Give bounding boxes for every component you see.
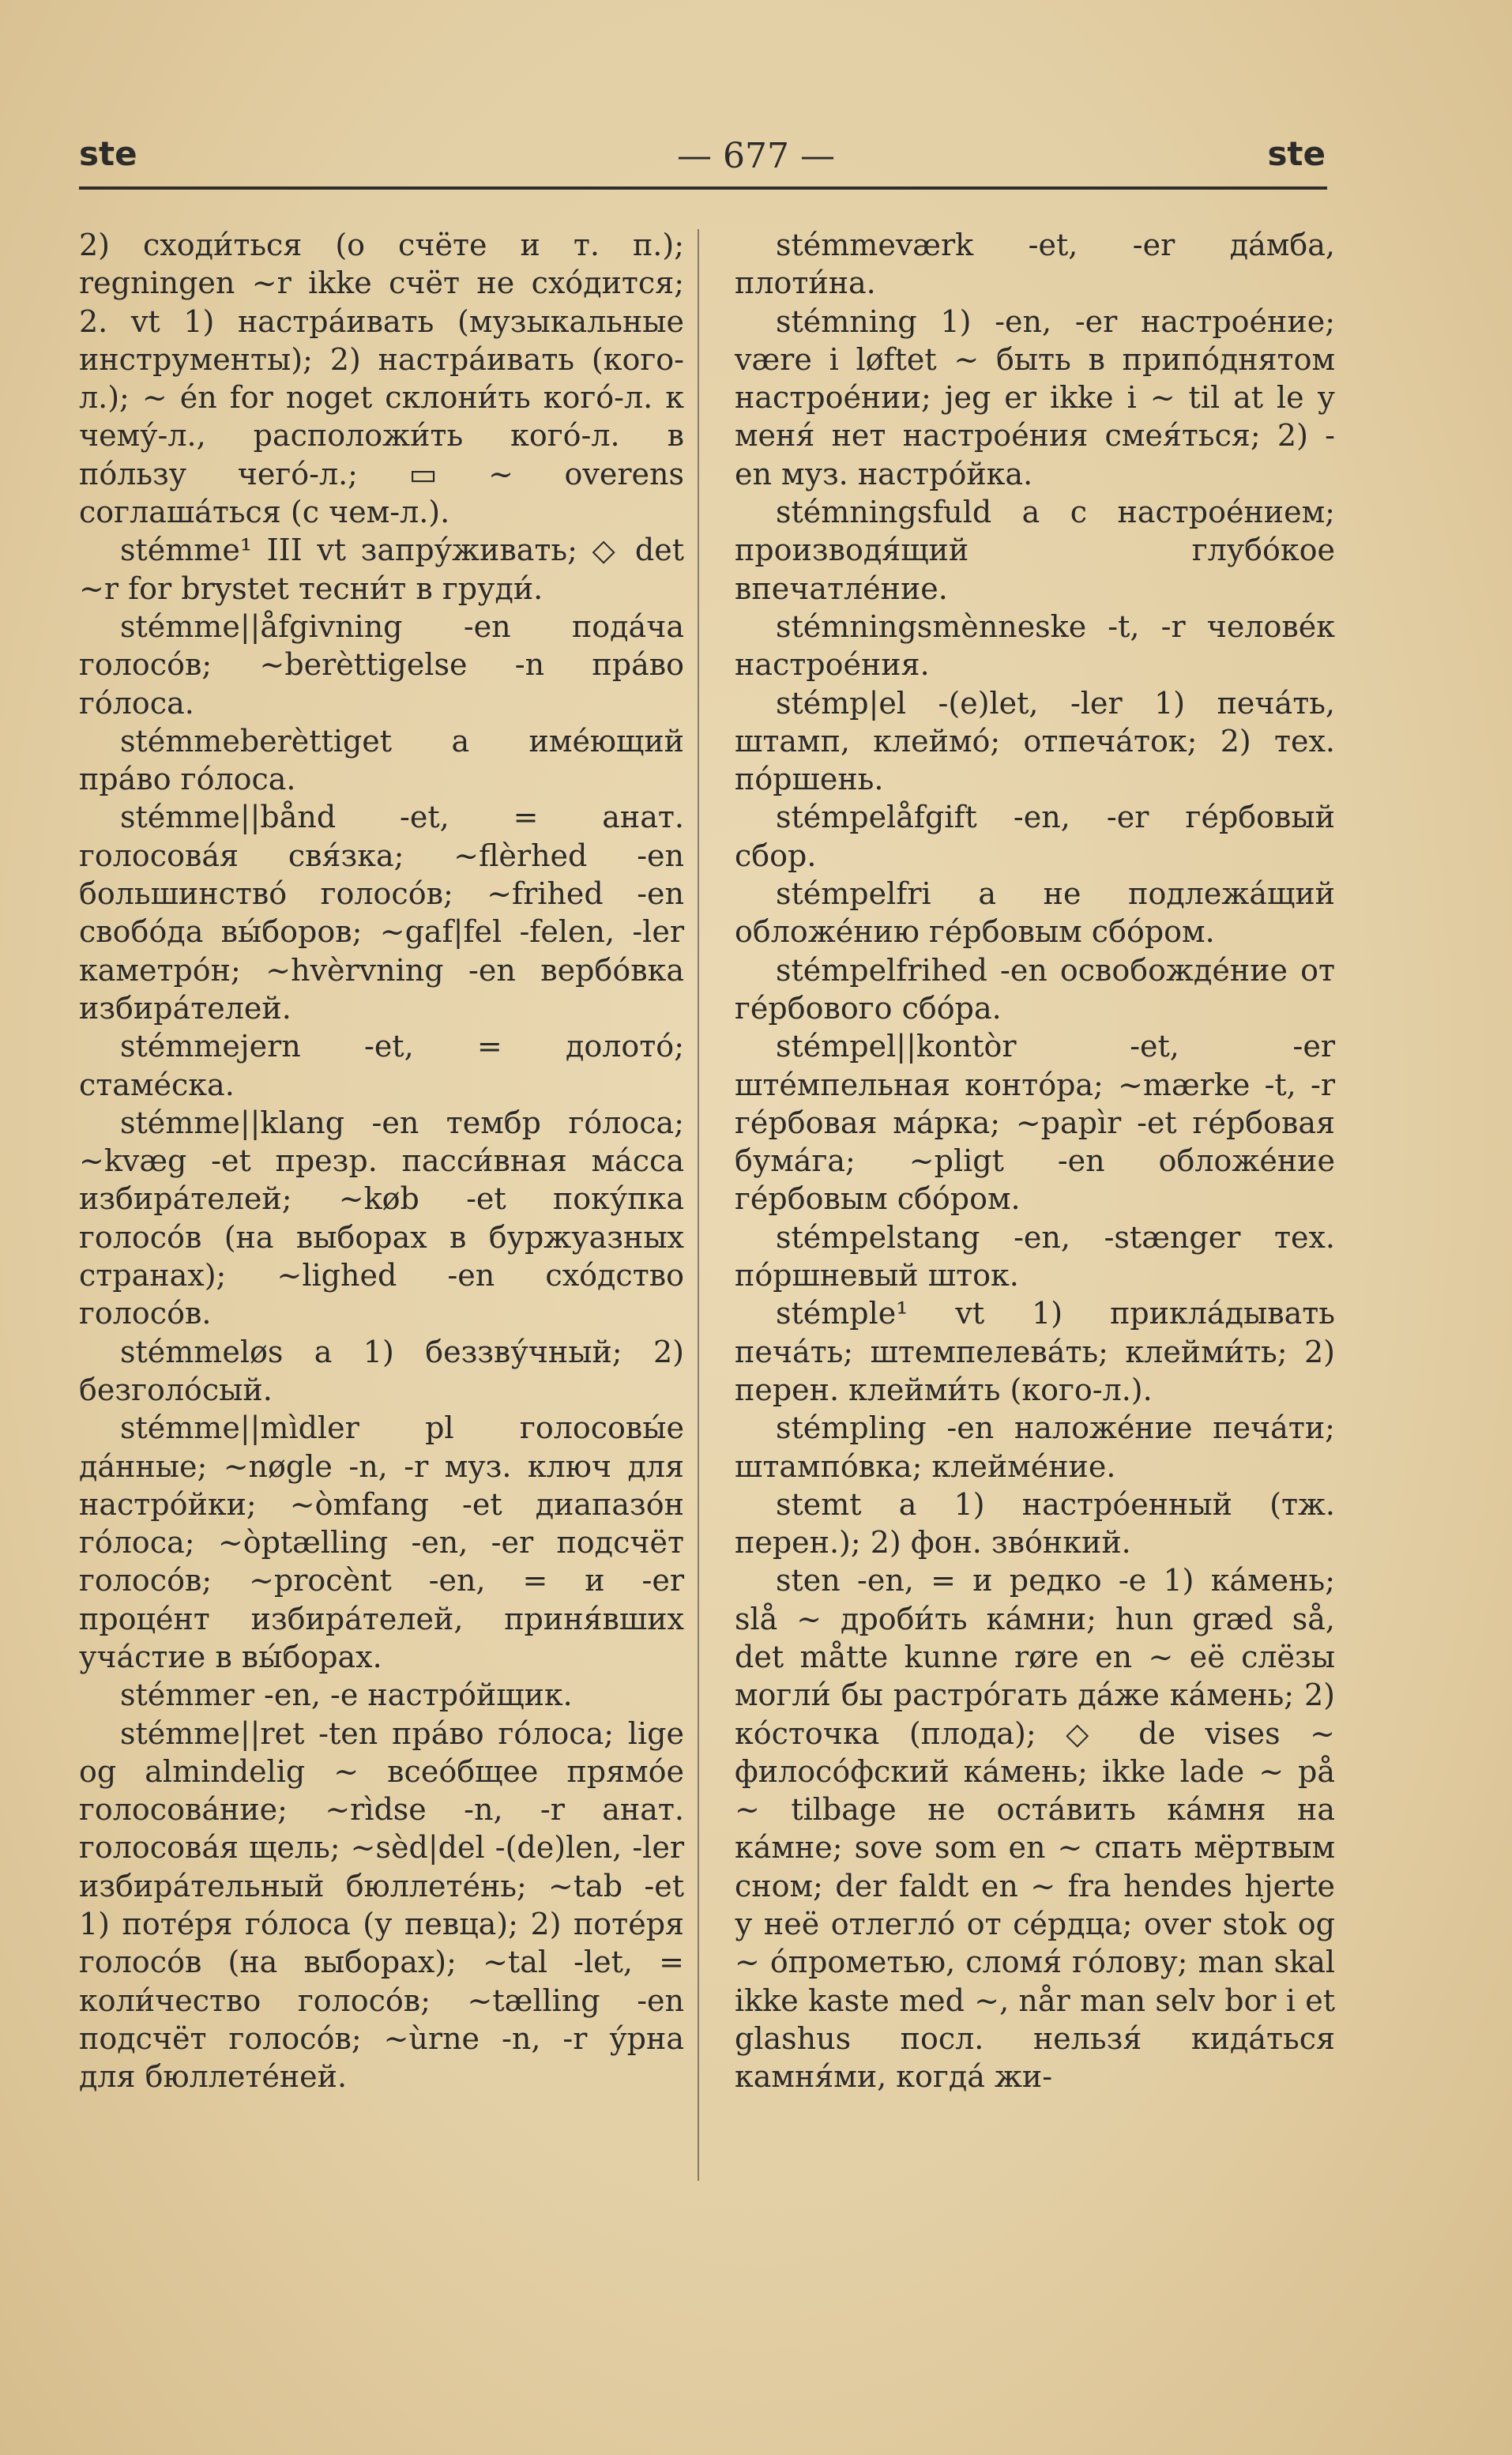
entry: stémpelfrihed -en освобожде́ние от ге́рбового сбо́ра. <box>735 952 1335 1026</box>
entry: stémme||bånd -et, = анат. голосова́я свя́зка; ~flèrhed -en большинство́ голосо́в; ~frihed -en свобо́да вы́боров; ~gaf|fel -felen, -ler каметро́н; ~hvèrvning -en вербо́вка избира́телей. <box>79 800 684 1026</box>
entry: stémmeværk -et, -er да́мба, плоти́на. <box>735 228 1335 301</box>
right-column <box>735 226 1335 2096</box>
entry: stémme||åfgivning -en пода́ча голосо́в; ~berèttigelse -n пра́во го́лоса. <box>79 608 684 721</box>
entry: sten -en, = и редко -e 1) ка́мень; slå ~ дроби́ть ка́мни; hun græd så, det måtte kunne røre en ~ её слёзы могли́ бы растро́гать да́же ка́мень; 2) ко́сточка (плода); ◇ de vises ~ филосо́фский ка́мень; ikke lade ~ på ~ tilbage не оста́вить ка́мня на ка́мне; sove som en ~ спать мёртвым сном; der faldt en ~ fra hendes hjerte у неё отлегло́ от се́рдца; over stok og ~ о́прометью, сломя́ го́лову; man skal ikke kaste med ~, når man selv bor i et glashus посл. нельзя́ кида́ться камня́ми, когда́ жи- <box>735 1563 1335 2095</box>
entry: stémpling -en наложе́ние печа́ти; штампо́вка; клейме́ние. <box>735 1410 1335 1484</box>
entry: stémme||klang -en тембр го́лоса; ~kvæg -et презр. пасси́вная ма́сса избира́телей; ~køb -et поку́пка голосо́в (на выборах в буржуазных странах); ~lighed -en схо́дство голосо́в. <box>79 1105 684 1331</box>
entry: stémme||mìdler pl голосовы́е да́нные; ~nøgle -n, -r муз. ключ для настро́йки; ~òmfang -et диапазо́н го́лоса; ~òptælling -en, -er подсчёт голосо́в; ~procènt -en, = и -er проце́нт избира́телей, приня́вших уча́стие в вы́борах. <box>79 1410 684 1674</box>
entry: stémmer -en, -e настро́йщик. <box>120 1677 573 1713</box>
header-right-guideword: ste <box>1267 134 1326 173</box>
entry: stémningsmènneske -t, -r челове́к настрое́ния. <box>735 608 1335 683</box>
entry: stémme||ret -ten пра́во го́лоса; lige og almindelig ~ всео́бщее прямо́е голосова́ние; ~rìdse -n, -r анат. голосова́я щель; ~sèd|del -(de)len, -ler избира́тельный бюллете́нь; ~tab -et 1) поте́ря го́лоса (у певца); 2) поте́ря голосо́в (на выборах); ~tal -let, = коли́чество голосо́в; ~tælling -en подсчёт голосо́в; ~ùrne -n, -r у́рна для бюллете́ней. <box>79 1715 684 2095</box>
entry: stémmejern -et, = долото́; стаме́ска. <box>79 1029 684 1102</box>
entry: stémmeberèttiget a име́ющий пра́во го́лоса. <box>79 723 684 797</box>
page-number: — 677 — <box>677 136 835 176</box>
left-column <box>79 226 684 2096</box>
entry: stémpelfri a не подлежа́щий обложе́нию ге́рбовым сбо́ром. <box>735 876 1335 950</box>
header-left-guideword: ste <box>79 134 137 173</box>
column-divider <box>698 229 699 2181</box>
entry: stémmeløs a 1) беззву́чный; 2) безголо́сый. <box>79 1334 684 1407</box>
entry: 2) сходи́ться (о счёте и т. п.); regningen ~r ikke счёт не схо́дится; 2. vt 1) настра́ивать (музыкальные инструменты); 2) настра́ивать (кого-л.); ~ én for noget склони́ть кого́-л. к чему́-л., расположи́ть кого́-л. в по́льзу чего́-л.; ▭ ~ overens соглаша́ться (с чем-л.). <box>79 228 684 530</box>
entry: stémple¹ vt 1) прикла́дывать печа́ть; штемпелева́ть; клейми́ть; 2) перен. клейми́ть (кого-л.). <box>735 1296 1335 1407</box>
entry: stemt a 1) настро́енный (тж. перен.); 2) фон. зво́нкий. <box>735 1486 1335 1561</box>
header-rule <box>79 186 1327 190</box>
entry: stémp|el -(e)let, -ler 1) печа́ть, штамп, клеймо́; отпеча́ток; 2) тех. по́ршень. <box>735 685 1335 797</box>
entry: stémningsfuld a с настрое́нием; производя́щий глубо́кое впечатле́ние. <box>735 495 1335 606</box>
entry: stémning 1) -en, -er настрое́ние; være i løftet ~ быть в припо́днятом настрое́нии; jeg er ikke i ~ til at le у меня́ нет настрое́ния смея́ться; 2) -en муз. настро́йка. <box>735 303 1335 491</box>
entry: stémpelåfgift -en, -er ге́рбовый сбор. <box>735 800 1335 873</box>
entry: stémme¹ III vt запру́живать; ◇ det ~r for brystet тесни́т в груди́. <box>79 533 684 606</box>
entry: stémpel||kontòr -et, -er ште́мпельная конто́ра; ~mærke -t, -r ге́рбовая ма́рка; ~papìr -et ге́рбовая бума́га; ~pligt -en обложе́ние ге́рбовым сбо́ром. <box>735 1029 1335 1217</box>
entry: stémpelstang -en, -stænger тех. по́ршневый шток. <box>735 1219 1335 1293</box>
